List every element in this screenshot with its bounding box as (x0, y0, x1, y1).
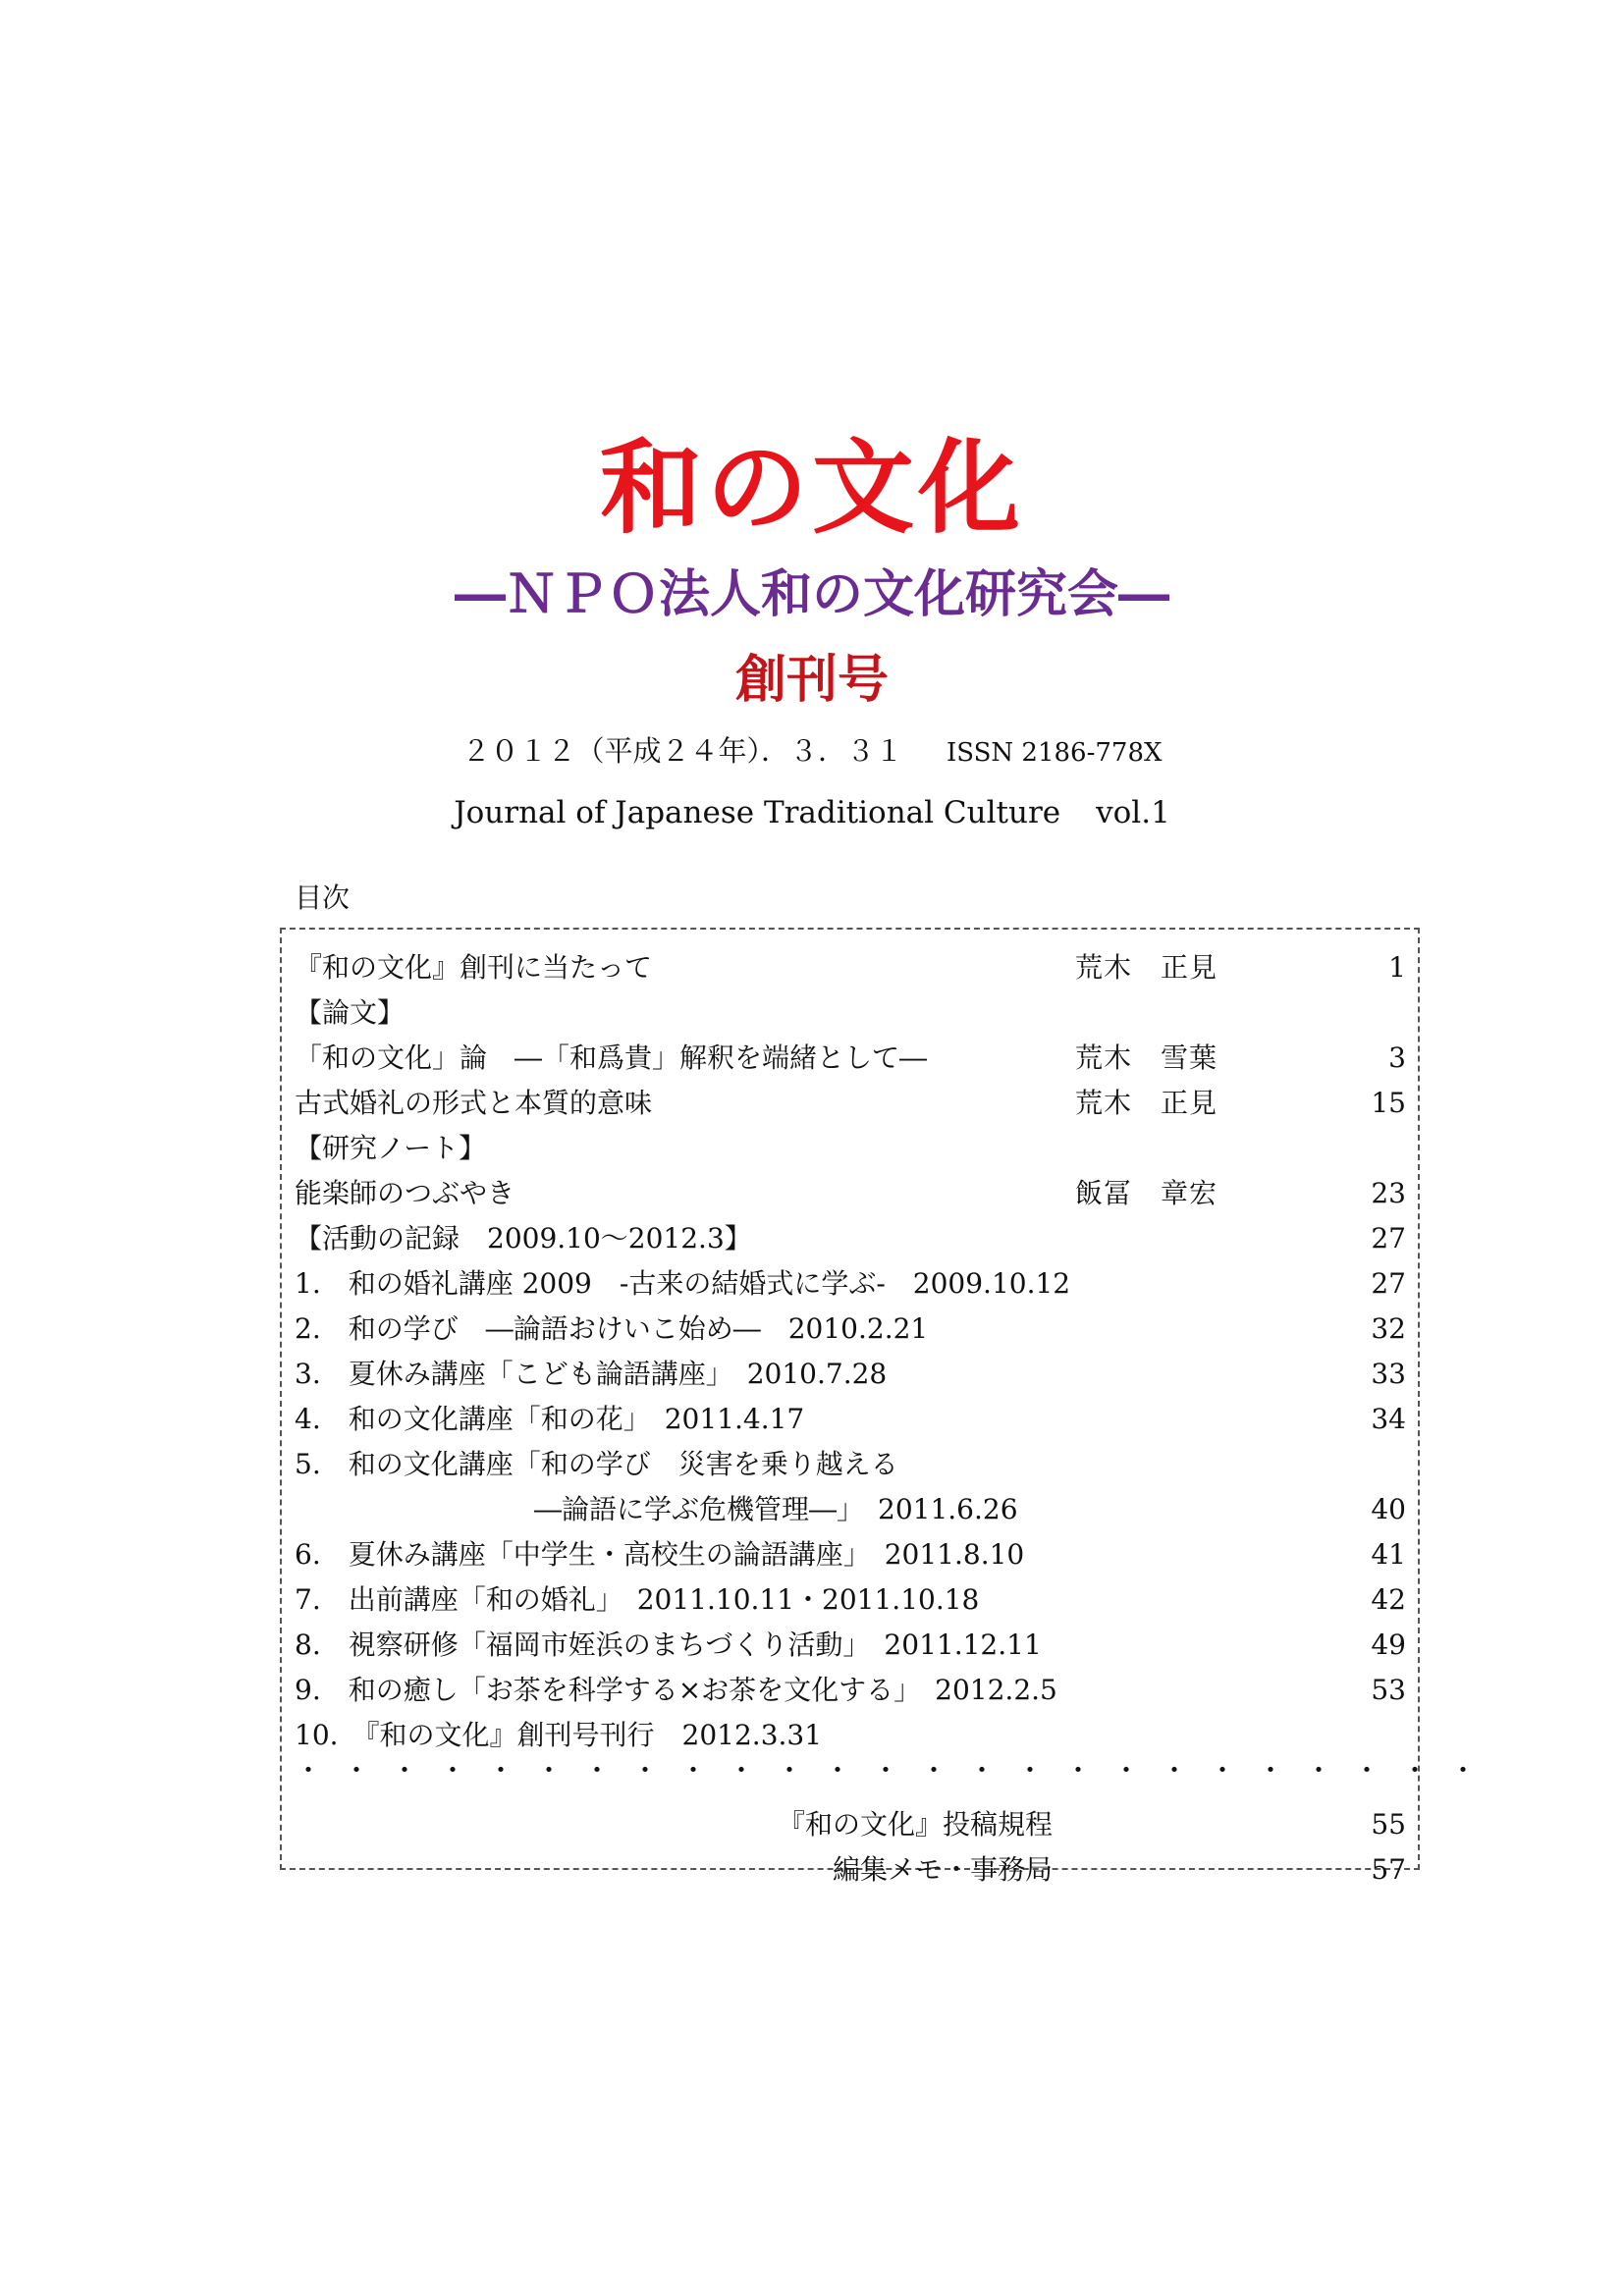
toc-entry-page: 42 (1371, 1583, 1406, 1616)
journal-english-title (0, 795, 1624, 831)
toc-row (295, 1352, 1406, 1397)
toc-row (295, 1487, 1406, 1532)
toc-entry-title: 7. 出前講座「和の婚礼」 2011.10.11・2011.10.18 (295, 1583, 980, 1616)
toc-entry-page: 23 (1371, 1177, 1406, 1209)
toc-row (295, 1532, 1406, 1577)
toc-entry-page: 41 (1371, 1538, 1406, 1571)
toc-row (295, 1623, 1406, 1668)
toc-heading: 目次 (295, 881, 351, 914)
toc-entry-title: 「和の文化」論 ―「和爲貴」解釈を端緒として― (295, 1041, 928, 1074)
toc-entry-page: 32 (1371, 1312, 1406, 1345)
toc-entry-title: 2. 和の学び ―論語おけいこ始め― 2010.2.21 (295, 1312, 929, 1345)
toc-entry-author: 荒木 雪葉 (1075, 1041, 1218, 1074)
volume-label: vol.1 (1096, 795, 1170, 830)
toc-entry-page: 53 (1371, 1674, 1406, 1706)
toc-entry-page: 34 (1371, 1403, 1406, 1435)
toc-row (295, 1668, 1406, 1713)
toc-entry-title: 5. 和の文化講座「和の学び 災害を乗り越える (295, 1448, 898, 1480)
toc-entry-title: 9. 和の癒し「お茶を科学する×お茶を文化する」 2012.2.5 (295, 1674, 1057, 1706)
toc-entry-title: 『和の文化』創刊に当たって (295, 951, 653, 984)
toc-row (295, 1171, 1406, 1216)
toc-entry-title: 能楽師のつぶやき (295, 1177, 515, 1209)
toc-entry-title: 1. 和の婚礼講座 2009 -古来の結婚式に学ぶ- 2009.10.12 (295, 1267, 1071, 1300)
toc-entry-title: 古式婚礼の形式と本質的意味 (295, 1087, 653, 1119)
journal-title: 和の文化 (599, 427, 1024, 548)
publication-date: ２０１２（平成２４年）．３．３１ (461, 734, 903, 768)
toc-row (295, 1307, 1406, 1352)
toc-entry-title: 8. 視察研修「福岡市姪浜のまちづくり活動」 2011.12.11 (295, 1629, 1042, 1661)
toc-entry-page: 27 (1371, 1222, 1406, 1255)
toc-row (295, 1036, 1406, 1081)
toc-row (295, 1126, 1406, 1171)
toc-entry-page: 33 (1371, 1358, 1406, 1390)
toc-entry-page: 57 (1371, 1853, 1406, 1886)
journal-name-en: Journal of Japanese Traditional Culture (454, 795, 1061, 830)
toc-entry-title: 6. 夏休み講座「中学生・高校生の論語講座」 2011.8.10 (295, 1538, 1025, 1571)
publication-info (0, 734, 1624, 769)
toc-row (295, 1081, 1406, 1126)
toc-entry-title: 10. 『和の文化』創刊号刊行 2012.3.31 (295, 1719, 823, 1751)
toc-entry-title: 4. 和の文化講座「和の花」 2011.4.17 (295, 1403, 805, 1435)
toc-entry-author: 荒木 正見 (1075, 951, 1218, 984)
toc-row (295, 1216, 1406, 1261)
toc-row (295, 1442, 1406, 1487)
toc-footer-row (295, 1847, 1406, 1893)
toc-row (295, 1261, 1406, 1307)
dotted-leader: ・・・・・・・・・・・・・・・・・・・・・・・・・ (295, 1754, 1498, 1787)
toc-entry-page: 55 (1371, 1808, 1406, 1841)
issn: ISSN 2186-778X (946, 738, 1163, 768)
toc-section-heading: 【論文】 (295, 996, 406, 1029)
toc-entry-page: 3 (1388, 1041, 1406, 1074)
organization-subtitle: ―ＮＰＯ法人和の文化研究会― (454, 565, 1169, 624)
toc-row (295, 1577, 1406, 1623)
toc-entry-page: 27 (1371, 1267, 1406, 1300)
toc-entry-author: 荒木 正見 (1075, 1087, 1218, 1119)
toc-entry-page: 40 (1371, 1493, 1406, 1525)
toc-row (295, 990, 1406, 1036)
toc-entry-page: 49 (1371, 1629, 1406, 1661)
toc-footer-title: 『和の文化』投稿規程 (777, 1808, 1053, 1841)
toc-entry-page: 15 (1371, 1087, 1406, 1119)
toc-footer-title: 編集メモ・事務局 (832, 1853, 1053, 1886)
toc-section-heading: 【研究ノート】 (295, 1132, 487, 1164)
issue-name: 創刊号 (734, 651, 889, 710)
toc-entry-author: 飯冨 章宏 (1075, 1177, 1218, 1209)
toc-entry-page: 1 (1388, 951, 1406, 984)
toc-section-heading: 【活動の記録 2009.10～2012.3】 (295, 1222, 752, 1255)
toc-row (295, 945, 1406, 990)
toc-entry-title: 3. 夏休み講座「こども論語講座」 2010.7.28 (295, 1358, 888, 1390)
toc-row (295, 1397, 1406, 1442)
toc-entry-title-continued: ―論語に学ぶ危機管理―」 2011.6.26 (534, 1493, 1018, 1525)
toc-footer-row (295, 1802, 1406, 1847)
